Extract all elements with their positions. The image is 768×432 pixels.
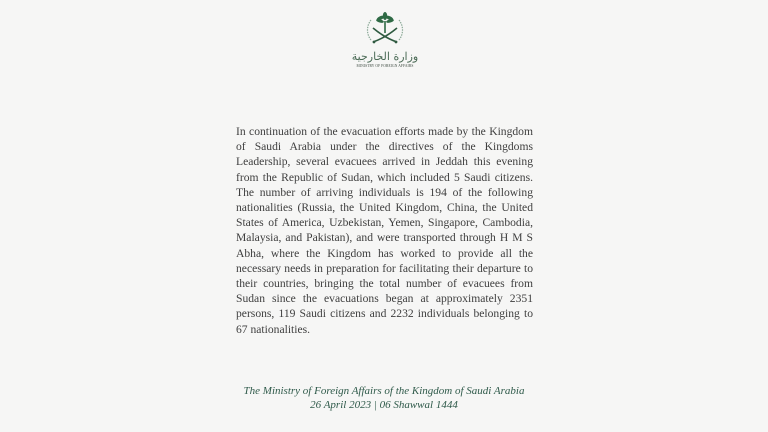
saudi-emblem-icon <box>363 10 407 50</box>
ministry-logo <box>350 10 420 76</box>
ministry-arabic-name: وزارة الخارجية <box>351 50 419 63</box>
signature-line: The Ministry of Foreign Affairs of the Kingdom of Saudi Arabia <box>243 385 525 397</box>
signature-block <box>200 384 568 412</box>
ministry-english-name: MINISTRY OF FOREIGN AFFAIRS <box>356 64 414 68</box>
statement-body: In continuation of the evacuation efforts made by the Kingdom of Saudi Arabia under the directives of the Kingdoms Leadership, several evacuees arrived in Jeddah this evening from the Republic of Sudan, which included 5 Saudi citizens. The number of arriving individuals is 194 of the following nationalities (Russia, the United Kingdom, China, the United States of America, Uzbekistan, Yemen, Singapore, Cambodia, Malaysia, and Pakistan), and were transported through H M S Abha, where the Kingdom has worked to provide all the necessary needs in preparation for facilitating their departure to their countries, bringing the total number of evacuees from Sudan since the evacuations began at approximately 2351 persons, 119 Saudi citizens and 2232 individuals belonging to 67 nationalities. <box>236 125 533 336</box>
date-line: 26 April 2023 | 06 Shawwal 1444 <box>310 399 458 411</box>
